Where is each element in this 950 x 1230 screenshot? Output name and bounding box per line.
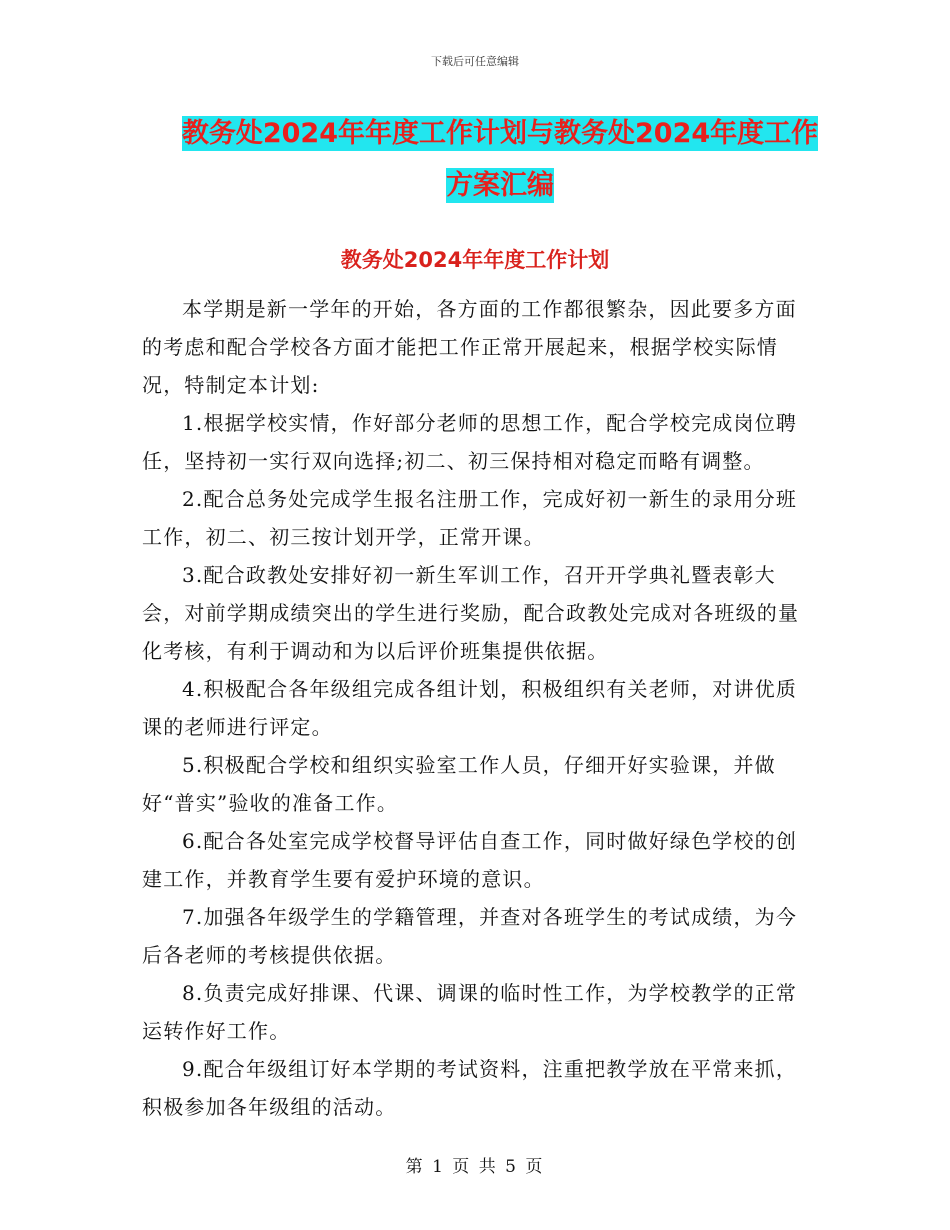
paragraph-item-6: 6.配合各处室完成学校督导评估自查工作，同时做好绿色学校的创建工作，并教育学生要有爱护环境的意识。: [142, 829, 798, 891]
paragraph-item-3: 3.配合政教处安排好初一新生军训工作，召开开学典礼暨表彰大会，对前学期成绩突出的学生进行奖励，配合政教处完成对各班级的量化考核，有利于调动和为以后评价班集提供依据。: [142, 563, 800, 663]
paragraph-item-1: 1.根据学校实情，作好部分老师的思想工作，配合学校完成岗位聘任，坚持初一实行双向选择;初二、初三保持相对稳定而略有调整。: [142, 411, 798, 473]
title-line-1: 教务处2024年年度工作计划与教务处2024年度工作: [181, 118, 819, 149]
title-line-2: 方案汇编: [446, 170, 554, 201]
paragraph-intro: 本学期是新一学年的开始，各方面的工作都很繁杂，因此要多方面的考虑和配合学校各方面才能把工作正常开展起来，根据学校实际情况，特制定本计划:: [142, 297, 797, 397]
header-note: 下载后可任意编辑: [431, 55, 519, 68]
document-title: [140, 108, 860, 212]
paragraph-item-4: 4.积极配合各年级组完成各组计划，积极组织有关老师，对讲优质课的老师进行评定。: [142, 677, 798, 739]
paragraph-item-5: 5.积极配合学校和组织实验室工作人员，仔细开好实验课，并做好“普实”验收的准备工作。: [142, 753, 776, 815]
document-body: [142, 290, 802, 1126]
paragraph-item-7: 7.加强各年级学生的学籍管理，并查对各班学生的考试成绩，为今后各老师的考核提供依据。: [142, 905, 798, 967]
paragraph-item-8: 8.负责完成好排课、代课、调课的临时性工作，为学校教学的正常运转作好工作。: [142, 981, 798, 1043]
section-title: 教务处2024年年度工作计划: [340, 248, 610, 272]
paragraph-item-9: 9.配合年级组订好本学期的考试资料，注重把教学放在平常来抓，积极参加各年级组的活动。: [142, 1057, 798, 1119]
paragraph-item-2: 2.配合总务处完成学生报名注册工作，完成好初一新生的录用分班工作，初二、初三按计划开学，正常开课。: [142, 487, 798, 549]
page-number-footer: 第 1 页 共 5 页: [405, 1157, 545, 1177]
